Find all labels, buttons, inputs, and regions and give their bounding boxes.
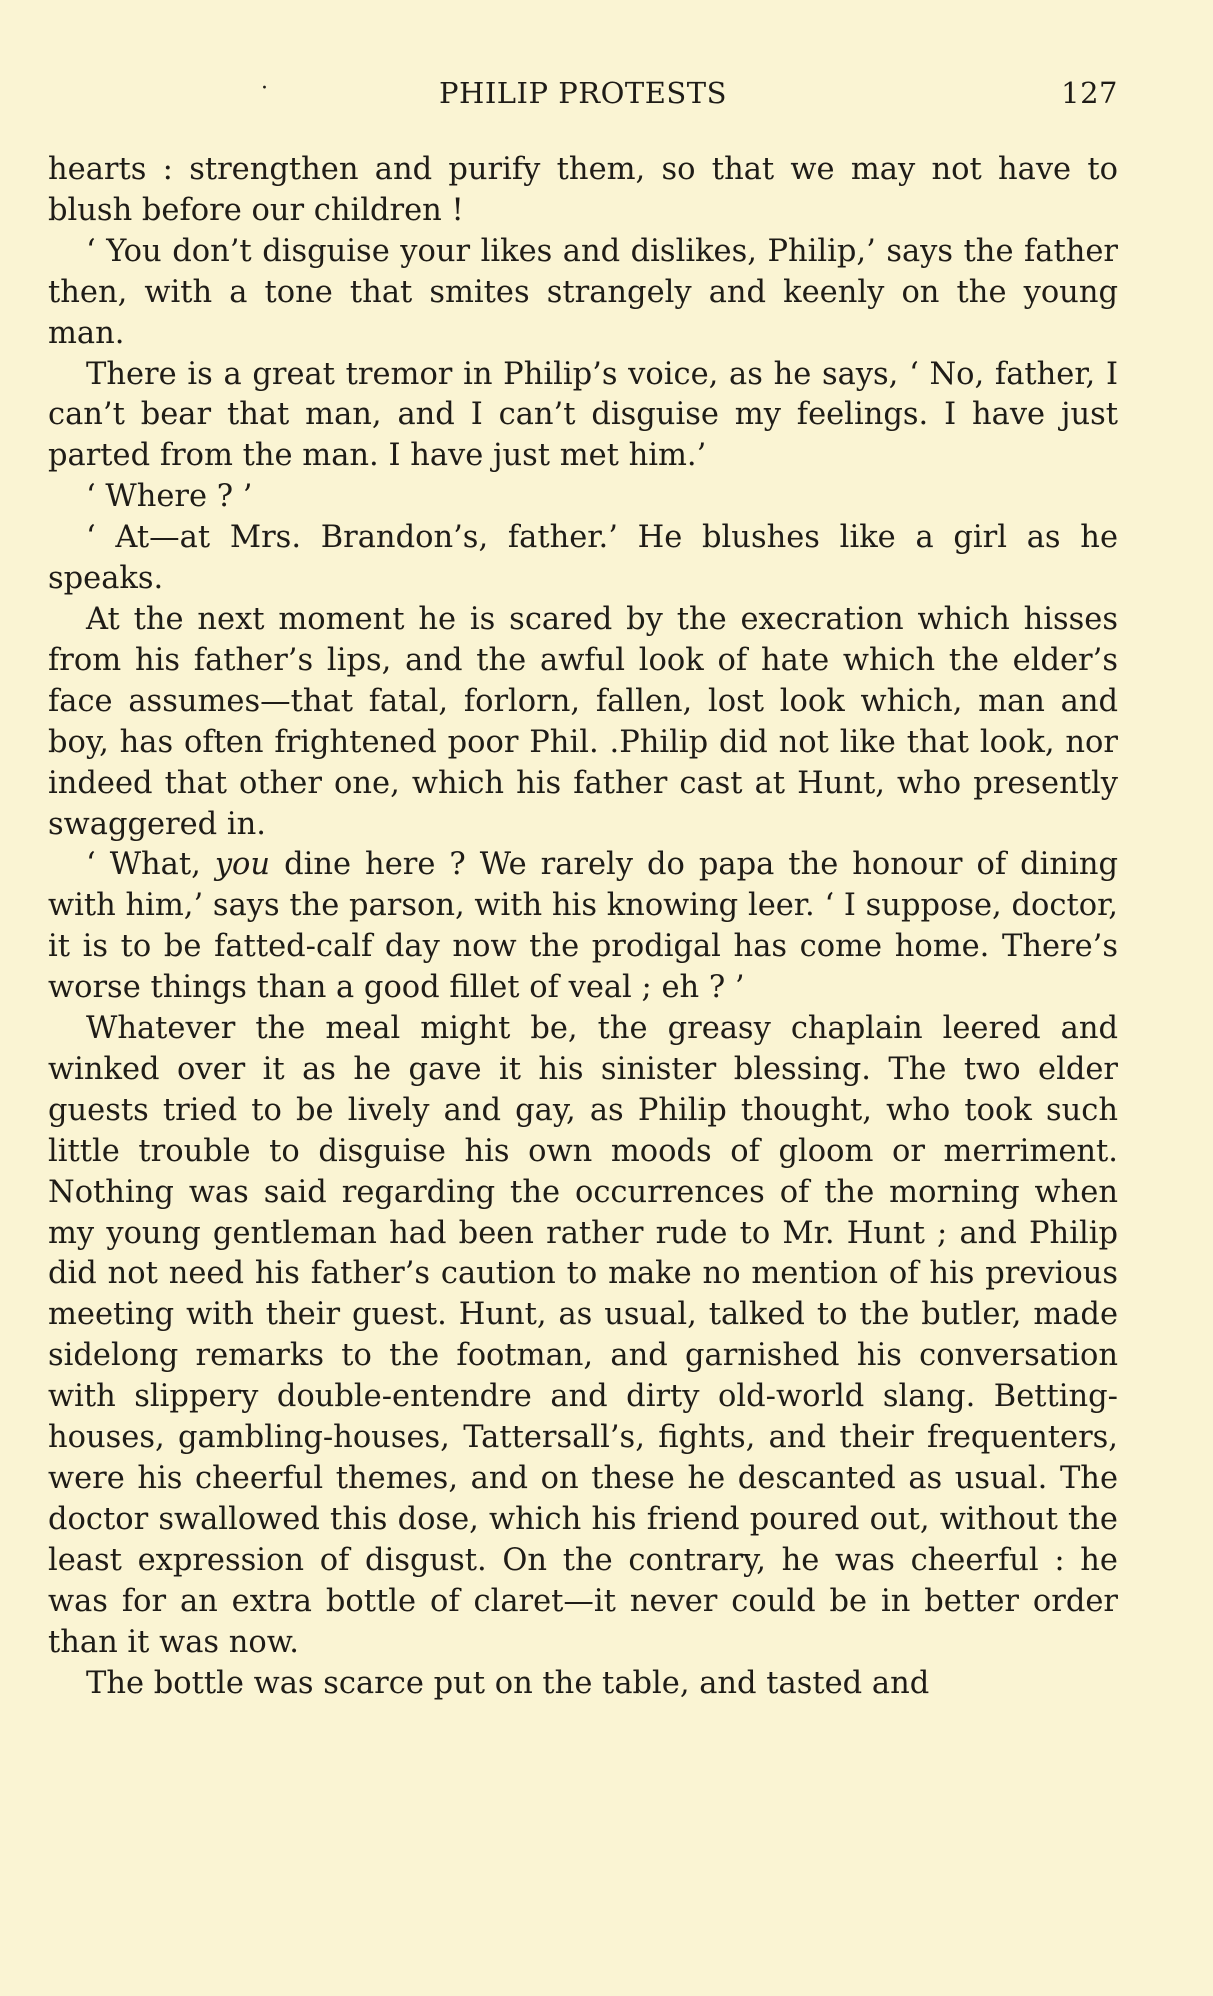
paragraph: Whatever the meal might be, the greasy chaplain leered and winked over it as he gave it his sinister blessing. The two elder guests tried to be lively and gay, as Philip thought, who took such little trouble to disguise his own moods of gloom or merriment. Nothing was said regarding the occurrences of the morning when my young gentleman had been rather rude to Mr. Hunt ; and Philip did not need his father’s caution to make no mention of his previous meeting with their guest. Hunt, as usual, talked to the butler, made sidelong remarks to the footman, and garnished his conversation with slippery double-entendre and dirty old-world slang. Betting-houses, gambling-houses, Tattersall’s, fights, and their frequenters, were his cheerful themes, and on these he descanted as usual. The doctor swallowed this dose, which his friend poured out, without the least expression of disgust. On the contrary, he was cheerful : he was for an extra bottle of claret—it never could be in better order than it was now. (48, 1011, 1118, 1660)
paragraph: ‘ At—at Mrs. Brandon’s, father.’ He blushes like a girl as he speaks. (48, 520, 1118, 597)
paragraph-text: ‘ What, (86, 847, 215, 883)
running-title: PHILIP PROTESTS (439, 76, 727, 110)
paragraph: ‘ Where ? ’ (86, 479, 253, 515)
paragraph: There is a great tremor in Philip’s voice, as he says, ‘ No, father, I can’t bear that man, and I can’t disguise my feelings. I have just parted from the man. I have just met him.’ (48, 356, 1118, 474)
book-page (48, 70, 1118, 1970)
paragraph (48, 845, 1118, 1009)
header-dot: · (261, 76, 269, 101)
body-text (48, 150, 1118, 1704)
paragraph: The bottle was scarce put on the table, and tasted and (86, 1665, 930, 1701)
paragraph: hearts : strengthen and purify them, so that we may not have to blush before our children ! (48, 152, 1118, 228)
emphasis: you (214, 847, 271, 883)
page-number: 127 (1061, 76, 1118, 110)
paragraph-text: dine here ? We rarely do papa the honour of dining with him,’ says the parson, with his knowing leer. ‘ I suppose, doctor, it is to be fatted-calf day now the prodigal has come home. There’s worse things than a good fillet of veal ; eh ? ’ (48, 847, 1118, 1006)
running-header (48, 70, 1118, 130)
paragraph: ‘ You don’t disguise your likes and dislikes, Philip,’ says the father then, with a tone that smites strangely and keenly on the young man. (48, 233, 1118, 351)
paragraph: At the next moment he is scared by the execration which hisses from his father’s lips, and the awful look of hate which the elder’s face assumes—that fatal, forlorn, fallen, lost look which, man and boy, has often frightened poor Phil. .Philip did not like that look, nor indeed that other one, which his father cast at Hunt, who presently swaggered in. (48, 601, 1118, 842)
